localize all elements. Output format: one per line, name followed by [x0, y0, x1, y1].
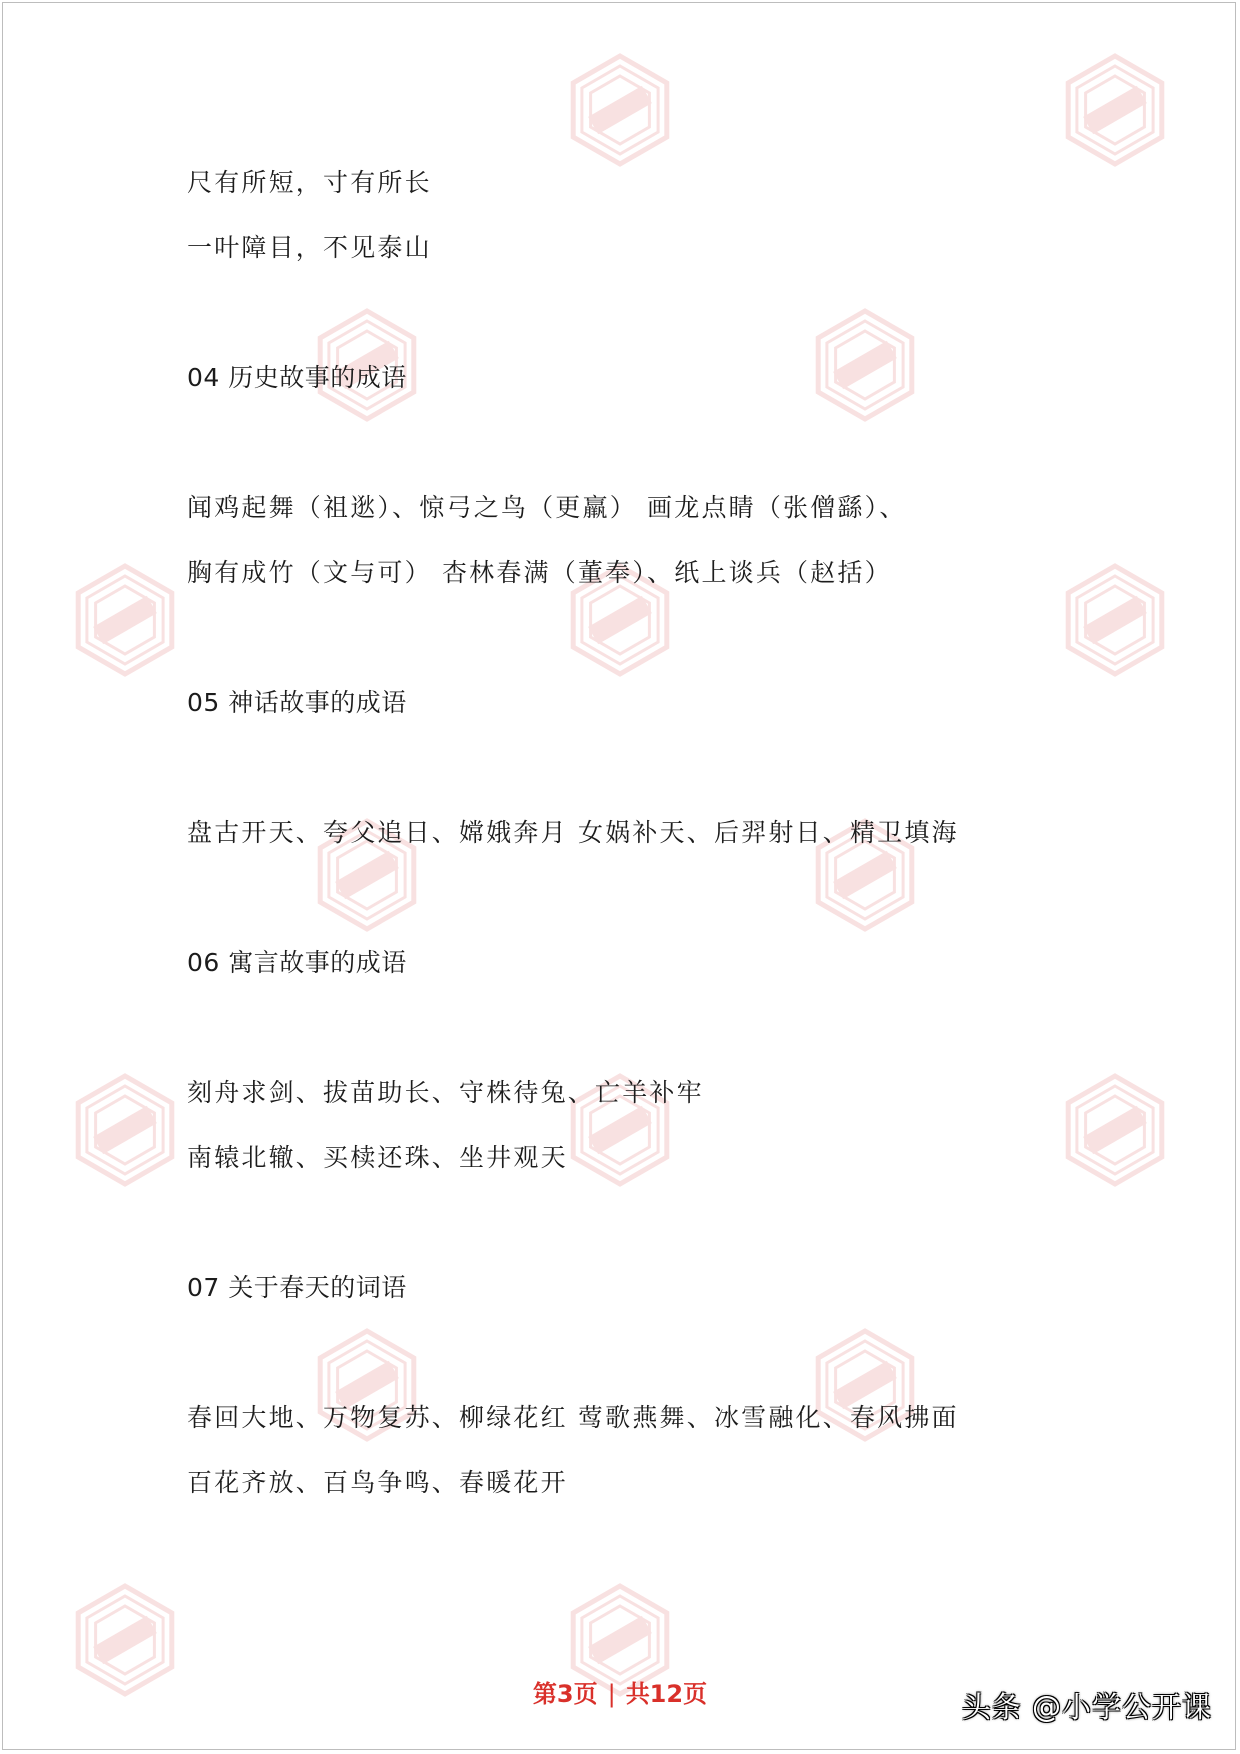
hexagon-logo-watermark	[1060, 560, 1170, 680]
page-current: 第3页	[532, 1680, 598, 1708]
text-line: 百花齐放、百鸟争鸣、春暖花开	[187, 1468, 568, 1497]
text-line: 闻鸡起舞（祖逖）、惊弓之鸟（更羸） 画龙点睛（张僧繇）、	[187, 493, 907, 522]
section-heading-04: 04 历史故事的成语	[187, 363, 407, 392]
hexagon-logo-watermark	[70, 1070, 180, 1190]
text-line: 一叶障目，不见泰山	[187, 233, 432, 262]
text-line: 刻舟求剑、拔苗助长、守株待兔、亡羊补牢	[187, 1078, 704, 1107]
page-separator: |	[607, 1680, 616, 1708]
section-heading-06: 06 寓言故事的成语	[187, 948, 407, 977]
text-line: 春回大地、万物复苏、柳绿花红 莺歌燕舞、冰雪融化、春风拂面	[187, 1403, 959, 1432]
hexagon-logo-watermark	[1060, 50, 1170, 170]
text-line: 胸有成竹（文与可） 杏林春满（董奉）、纸上谈兵（赵括）	[187, 558, 892, 587]
section-heading-07: 07 关于春天的词语	[187, 1273, 407, 1302]
brand-watermark: 头条 @小学公开课	[961, 1690, 1212, 1724]
text-line: 南辕北辙、买椟还珠、坐井观天	[187, 1143, 568, 1172]
section-heading-05: 05 神话故事的成语	[187, 688, 407, 717]
hexagon-logo-watermark	[1060, 1070, 1170, 1190]
page-total: 共12页	[625, 1680, 708, 1708]
hexagon-logo-watermark	[810, 305, 920, 425]
hexagon-logo-watermark	[70, 560, 180, 680]
text-line: 盘古开天、夸父追日、嫦娥奔月 女娲补天、后羿射日、精卫填海	[187, 818, 959, 847]
text-line: 尺有所短，寸有所长	[187, 168, 432, 197]
hexagon-logo-watermark	[565, 50, 675, 170]
